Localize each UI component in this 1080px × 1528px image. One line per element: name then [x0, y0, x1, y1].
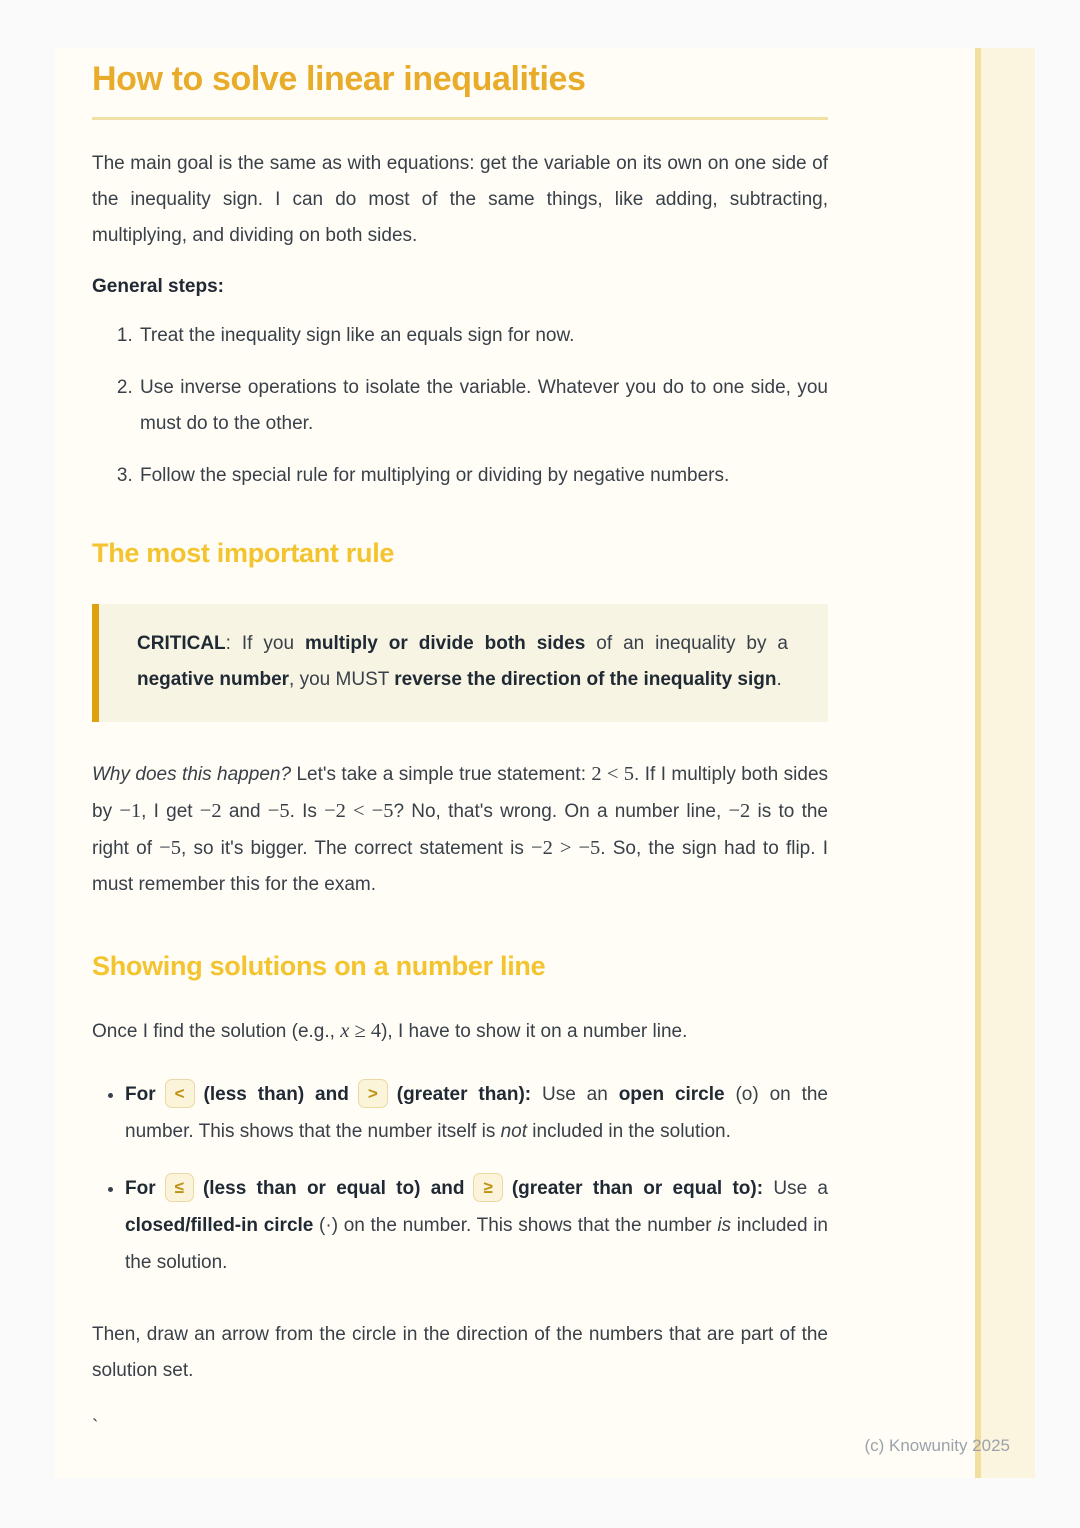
why-paragraph: Why does this happen? Let's take a simple true statement: 2 < 5. If I multiply both sides by −1, I get −2 and −5. Is −2 < −5? No, that's wrong. On a number line, −2 is to the right of −5, so it's bigger. The correct statement is −2 > −5. So, the sign had to flip. I must remember this for the exam. — [92, 763, 829, 895]
note-page — [55, 48, 975, 1478]
closed-circle-rule: • For ≤ (less than or equal to) and ≥ (greater than or equal to): Use a closed/filled-in circle (·) on the number. This shows that the number is included in the solution. — [125, 1170, 828, 1281]
once-paragraph: Once I find the solution (e.g., x ≥ 4), I have to show it on a number line. — [92, 1020, 688, 1042]
rule-section-heading: The most important rule — [92, 538, 395, 568]
open-circle-rule: • For < (less than) and > (greater than): Use an open circle (o) on the number. This shows that the number itself is not included in the solution. — [125, 1076, 828, 1150]
note-content — [55, 48, 828, 1439]
circle-rules-list — [92, 1076, 828, 1281]
title-underline — [92, 117, 828, 120]
copyright-watermark: (c) Knowunity 2025 — [864, 1436, 1010, 1455]
inequality-symbol-chip: ≥ — [473, 1173, 502, 1202]
intro-paragraph: The main goal is the same as with equations: get the variable on its own on one side of the inequality sign. I can do most of the same things, like adding, subtracting, multiplying, and dividing on both sides. — [92, 153, 828, 246]
critical-rule-callout: CRITICAL: If you multiply or divide both sides of an inequality by a negative number, you MUST reverse the direction of the inequality sign. — [92, 604, 828, 722]
step-item-2: 2. Use inverse operations to isolate the variable. Whatever you do to one side, you must do to the other. — [138, 370, 828, 442]
inequality-symbol-chip: < — [165, 1079, 195, 1108]
general-steps-label: General steps: — [92, 276, 224, 297]
arrow-paragraph: Then, draw an arrow from the circle in the direction of the numbers that are part of the solution set. — [92, 1324, 828, 1381]
stray-backtick: ` — [92, 1417, 99, 1438]
page-title: How to solve linear inequalities — [92, 60, 586, 98]
numberline-section-heading: Showing solutions on a number line — [92, 951, 546, 981]
inequality-symbol-chip: > — [358, 1079, 388, 1108]
step-item-3: 3. Follow the special rule for multiplying or dividing by negative numbers. — [138, 458, 828, 494]
right-accent-strip — [975, 48, 1035, 1478]
general-steps-list — [92, 318, 828, 494]
inequality-symbol-chip: ≤ — [165, 1173, 194, 1202]
step-item-1: 1. Treat the inequality sign like an equals sign for now. — [138, 318, 828, 354]
